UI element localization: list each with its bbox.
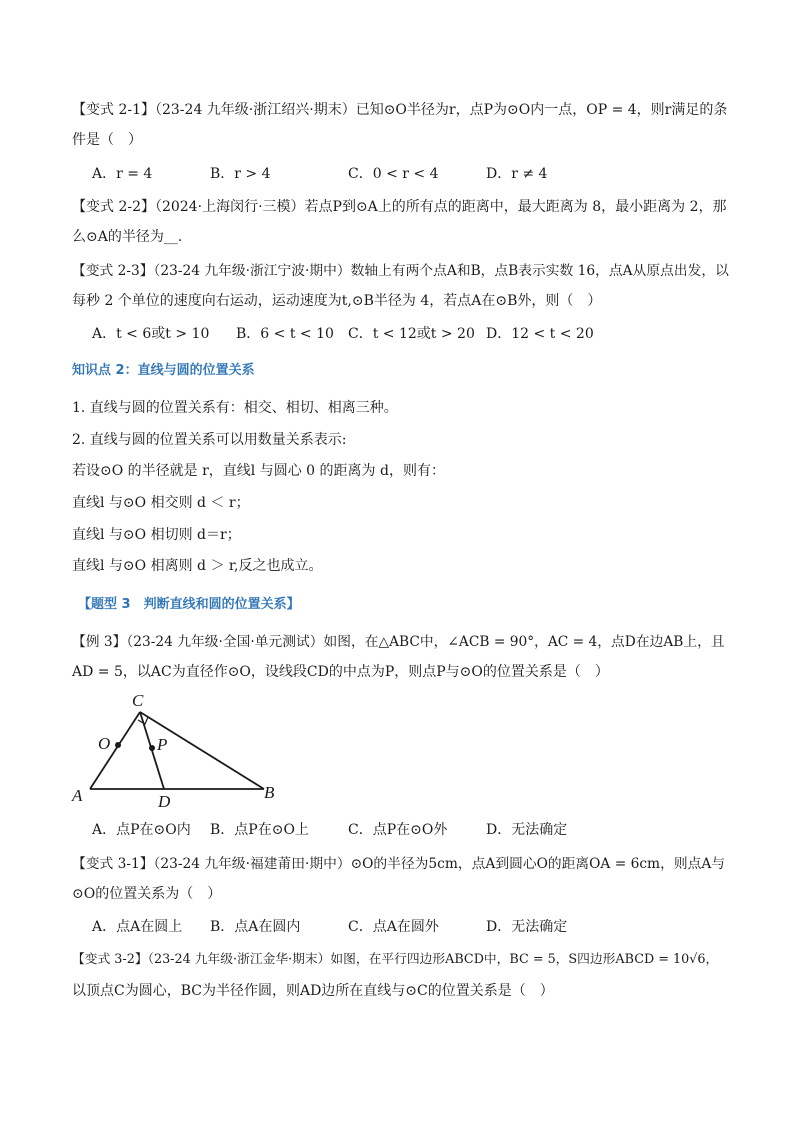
variant-2-3-option-b: B．6 < t < 10 <box>236 326 334 342</box>
variant-3-2-text-line2: 以顶点C为圆心，BC为半径作圆，则AD边所在直线与⊙C的位置关系是（ ） <box>72 983 554 999</box>
example-3-option-a: A．点P在⊙O内 <box>92 822 191 838</box>
variant-2-3-text-line2: 每秒 2 个单位的速度向右运动，运动速度为t,⊙B半径为 4，若点A在⊙B外，则（ ） <box>72 293 602 309</box>
knowledge-point-2-heading: 知识点 2：直线与圆的位置关系 <box>72 363 255 378</box>
example-3-text-line2: AD = 5，以AC为直径作⊙O，设线段CD的中点为P，则点P与⊙O的位置关系是（ ） <box>72 664 609 680</box>
variant-2-1-option-b: B．r > 4 <box>210 166 271 182</box>
variant-3-1-text-line2: ⊙O的位置关系为（ ） <box>72 886 222 902</box>
point-p <box>149 745 155 751</box>
knowledge-line-5: 直线l 与⊙O 相切则 d＝r； <box>72 527 241 543</box>
label-o: O <box>98 734 111 753</box>
example-3-option-c: C．点P在⊙O外 <box>348 822 448 838</box>
knowledge-line-2: 2. 直线与圆的位置关系可以用数量关系表示: <box>72 432 347 448</box>
variant-3-1-option-a: A．点A在圆上 <box>92 919 183 935</box>
variant-3-1-text-line1: 【变式 3-1】（23-24 九年级·福建莆田·期中）⊙O的半径为5cm，点A到圆心O的距离OA = 6cm，则点A与 <box>72 856 726 872</box>
example-3-option-d: D．无法确定 <box>486 822 568 838</box>
point-o <box>115 742 121 748</box>
example-3-text-line1: 【例 3】（23-24 九年级·全国·单元测试）如图，在△ABC中，∠ACB = 90°，AC = 4，点D在边AB上，且 <box>72 634 725 650</box>
variant-2-3-option-a: A．t < 6或t > 10 <box>92 326 210 342</box>
knowledge-line-6: 直线l 与⊙O 相离则 d ＞ r,反之也成立。 <box>72 558 323 574</box>
knowledge-line-4: 直线l 与⊙O 相交则 d ＜ r； <box>72 495 250 511</box>
variant-2-1-text-line2: 件是（ ） <box>72 132 142 148</box>
variant-3-1-option-d: D．无法确定 <box>486 919 568 935</box>
variant-2-1-text-line1: 【变式 2-1】（23-24 九年级·浙江绍兴·期末）已知⊙O半径为r，点P为⊙O内一点，OP = 4，则r满足的条 <box>72 102 728 118</box>
variant-2-1-option-a: A．r = 4 <box>92 166 153 182</box>
label-b: B <box>264 783 275 802</box>
label-a: A <box>72 786 83 805</box>
variant-3-1-option-c: C．点A在圆外 <box>348 919 439 935</box>
variant-3-2-text-line1: 【变式 3-2】（23-24 九年级·浙江金华·期末）如图，在平行四边形ABCD中，BC = 5，S四边形ABCD = 10√6， <box>72 952 719 967</box>
knowledge-line-1: 1. 直线与圆的位置关系有：相交、相切、相离三种。 <box>72 400 398 416</box>
variant-2-3-option-d: D．12 < t < 20 <box>486 326 594 342</box>
variant-2-3-text-line1: 【变式 2-3】（23-24 九年级·浙江宁波·期中）数轴上有两个点A和B，点B表示实数 16，点A从原点出发，以 <box>72 263 729 279</box>
question-type-3-heading: 【题型 3 判断直线和圆的位置关系】 <box>78 597 300 612</box>
variant-2-2-text-line1: 【变式 2-2】（2024·上海闵行·三模）若点P到⊙A上的所有点的距离中，最大距离为 8，最小距离为 2，那 <box>72 199 727 215</box>
triangle-figure <box>68 688 288 813</box>
variant-2-1-option-d: D．r ≠ 4 <box>486 166 548 182</box>
label-p: P <box>157 735 168 754</box>
label-c: C <box>132 691 144 710</box>
label-d: D <box>158 792 171 811</box>
knowledge-line-3: 若设⊙O 的半径就是 r，直线l 与圆心 0 的距离为 d，则有： <box>72 463 445 479</box>
variant-2-2-text-line2: 么⊙A的半径为__. <box>72 229 183 245</box>
variant-2-1-option-c: C．0 < r < 4 <box>348 166 439 182</box>
variant-3-1-option-b: B．点A在圆内 <box>210 919 301 935</box>
variant-2-3-option-c: C．t < 12或t > 20 <box>348 326 475 342</box>
example-3-option-b: B．点P在⊙O上 <box>210 822 309 838</box>
